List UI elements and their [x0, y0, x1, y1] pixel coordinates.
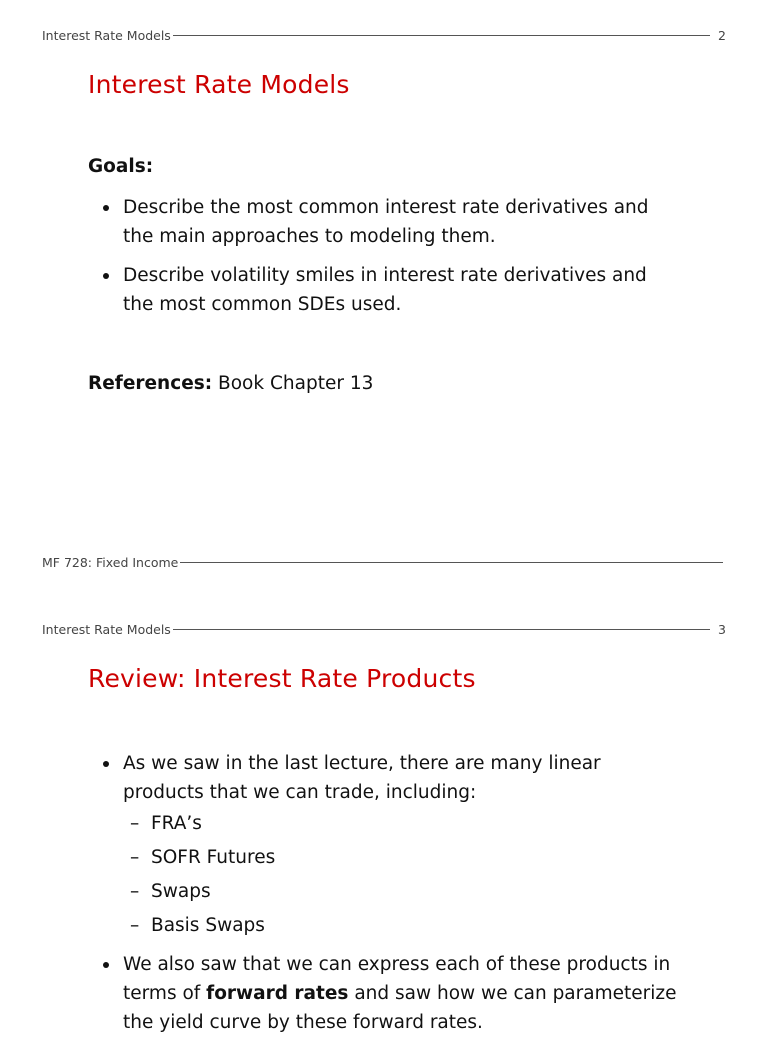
sub-list-item — [123, 911, 680, 940]
sub-list-item — [123, 843, 680, 872]
footer-rule — [180, 562, 723, 563]
slide-footer — [42, 554, 723, 570]
sub-item-text: Swaps — [151, 881, 211, 902]
page-number: 3 — [718, 621, 726, 637]
list-item — [100, 749, 680, 940]
bullet-text-continued: and saw how we can parameterize the yield curve by these forward rates. — [123, 983, 677, 1033]
bullet-text: Describe the most common interest rate derivatives and the main approaches to modeling them. — [123, 197, 649, 247]
bullet-icon — [103, 205, 109, 211]
references-label: References: — [88, 373, 213, 394]
list-item — [100, 261, 680, 319]
slide-header — [42, 27, 726, 43]
dash-icon: – — [130, 847, 140, 868]
footer-text: MF 728: Fixed Income — [42, 554, 179, 570]
bullet-icon — [103, 962, 109, 968]
goals-list — [100, 193, 680, 329]
list-item — [100, 193, 680, 251]
slide-header — [42, 621, 726, 637]
slide-title: Review: Interest Rate Products — [88, 664, 476, 693]
dash-icon: – — [130, 881, 140, 902]
bullet-icon — [103, 273, 109, 279]
slide-title: Interest Rate Models — [88, 70, 350, 99]
header-rule — [173, 35, 710, 36]
bold-term: forward rates — [206, 983, 349, 1004]
bullet-icon — [103, 761, 109, 767]
goals-label: Goals: — [88, 156, 154, 177]
slide-page-3 — [0, 594, 768, 1033]
references-line — [88, 369, 373, 398]
sub-list-item — [123, 877, 680, 906]
dash-icon: – — [130, 915, 140, 936]
bullet-text: Describe volatility smiles in interest rate derivatives and the most common SDEs used. — [123, 265, 647, 315]
bullet-text: As we saw in the last lecture, there are many linear products that we can trade, including: — [123, 753, 601, 803]
header-rule — [173, 629, 710, 630]
header-title: Interest Rate Models — [42, 621, 171, 637]
bullet-text: We also saw that we can express each of these products in terms of — [123, 954, 671, 1004]
sub-item-text: Basis Swaps — [151, 915, 265, 936]
references-text: Book Chapter 13 — [218, 373, 374, 394]
sub-item-text: SOFR Futures — [151, 847, 276, 868]
sub-item-text: FRA’s — [151, 813, 202, 834]
products-list — [100, 749, 680, 1047]
sub-list — [123, 809, 680, 940]
sub-list-item — [123, 809, 680, 838]
page-number: 2 — [718, 27, 726, 43]
header-title: Interest Rate Models — [42, 27, 171, 43]
dash-icon: – — [130, 813, 140, 834]
